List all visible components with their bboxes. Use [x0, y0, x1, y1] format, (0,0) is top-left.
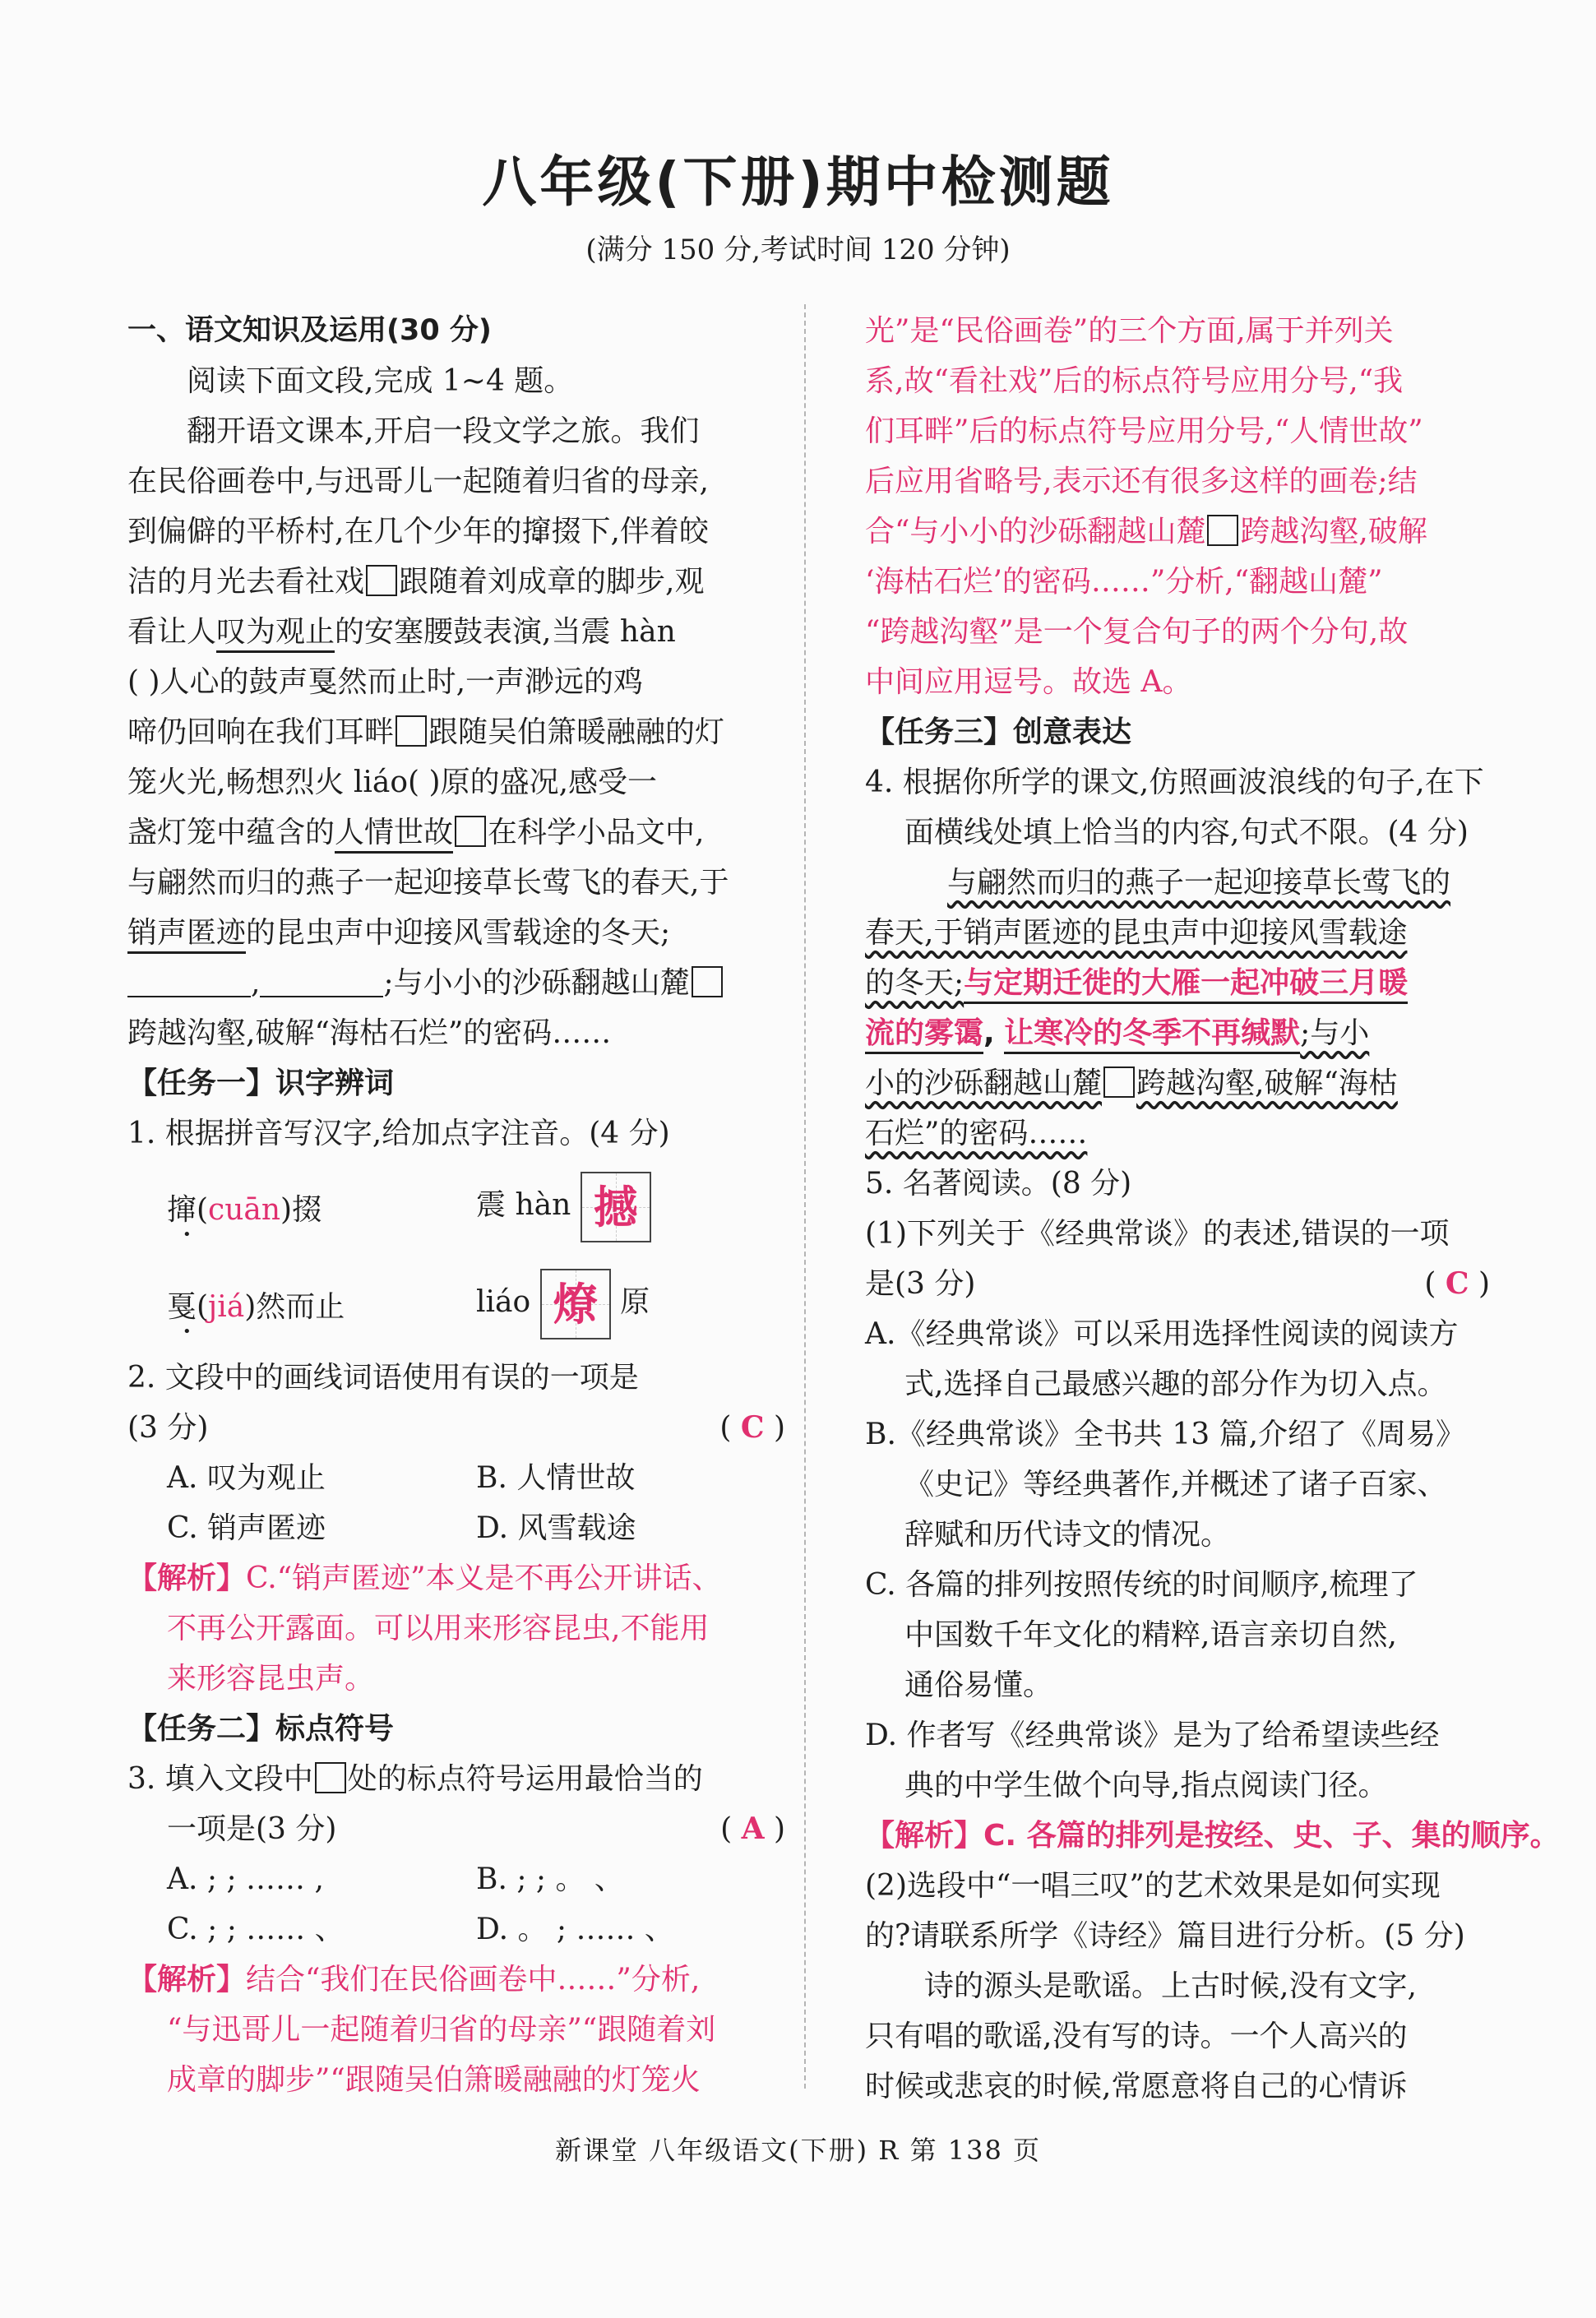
passage-text: 然而止时,一声渺远的鸡	[337, 665, 644, 699]
dotted-char: 撺 •	[521, 515, 551, 548]
passage-line	[127, 557, 785, 607]
question-text: 一项是(3 分)	[167, 1812, 337, 1846]
sub-question-2-cont: 的?请联系所学《诗经》篇目进行分析。(5 分)	[865, 1919, 1465, 1953]
question-1: 1. 根据拼音写汉字,给加点字注音。(4 分)	[127, 1117, 670, 1150]
punctuation-box	[366, 565, 397, 596]
passage-intro: 阅读下面文段,完成 1~4 题。	[187, 364, 574, 398]
char-grid-box[interactable]	[581, 1172, 651, 1242]
task-heading: 【任务一】识字辨词	[127, 1066, 395, 1100]
option-c-cont: 通俗易懂。	[904, 1668, 1053, 1702]
task-heading: 【任务三】创意表达	[865, 715, 1132, 749]
options-row	[127, 1904, 785, 1955]
option-a[interactable]: A. ; ; …… ,	[167, 1862, 324, 1896]
passage-text: 原	[620, 1285, 650, 1319]
passage-line	[127, 657, 785, 707]
pinyin-text: liáo	[476, 1285, 531, 1319]
passage-line	[127, 908, 785, 958]
sample-sentence	[865, 858, 1490, 908]
analysis-text: 合“与小小的沙砾翻越山麓	[865, 515, 1206, 548]
analysis-line: “跨越沟壑”是一个复合句子的两个分句,故	[865, 615, 1409, 649]
answer-letter: C	[740, 1410, 765, 1445]
wavy-text: 春天,于销声匿迹的昆虫声中迎接风雪载途	[865, 916, 1408, 950]
sub-question-1-cont	[865, 1259, 1490, 1309]
answer-choice: ( C )	[719, 1410, 785, 1445]
column-divider	[804, 304, 806, 2089]
question-text: 处的标点符号运用最恰当的	[347, 1762, 703, 1796]
filled-answer[interactable]: 与定期迁徙的大雁一起冲破三月暖	[964, 966, 1408, 1004]
filled-answer[interactable]: 流的雾霭	[865, 1016, 983, 1054]
option-c[interactable]: C. 各篇的排列按照传统的时间顺序,梳理了	[865, 1568, 1418, 1602]
analysis-text: 跨越沟壑,破解	[1240, 515, 1427, 548]
passage-text: 跟随吴伯箫暖融融的灯	[428, 715, 725, 749]
passage-text: 到偏僻的平桥村,在几个少年的	[127, 515, 522, 548]
punctuation-box	[455, 816, 486, 847]
wavy-text: 与翩然而归的燕子一起迎接草长莺飞的	[947, 866, 1451, 900]
dotted-char: 戛 •	[308, 665, 338, 699]
option-b-cont: 《史记》等经典著作,并概述了诸子百家、	[904, 1468, 1447, 1501]
passage-line	[127, 807, 785, 858]
options-row	[127, 1453, 785, 1503]
answer-line	[865, 1008, 1490, 1058]
question-text: 3. 填入文段中	[127, 1762, 313, 1796]
analysis-line: 成章的脚步”“跟随吴伯箫暖融融的灯笼火	[167, 2063, 701, 2097]
options-row	[127, 1854, 785, 1904]
reading-passage	[127, 406, 785, 1058]
question-4-cont: 面横线处填上恰当的内容,句式不限。(4 分)	[904, 816, 1469, 849]
punctuation-box	[396, 715, 427, 747]
question-2: 2. 文段中的画线词语使用有误的一项是	[127, 1361, 639, 1395]
analysis	[865, 1811, 1560, 1861]
analysis-line: 系,故“看社戏”后的标点符号应用分号,“我	[865, 364, 1404, 398]
passage-line	[127, 707, 785, 757]
option-a[interactable]: A.《经典常谈》可以采用选择性阅读的阅读方	[865, 1317, 1459, 1351]
answer-char: 燎	[553, 1278, 598, 1330]
passage-line: 与翩然而归的燕子一起迎接草长莺飞的春天,于	[127, 866, 729, 900]
analysis-text: 结合“我们在民俗画卷中……”分析,	[246, 1963, 701, 1996]
option-c[interactable]: C. 销声匿迹	[167, 1511, 326, 1545]
analysis-line: 们耳畔”后的标点符号应用分号,“人情世故”	[865, 414, 1423, 448]
passage-text: 掇下,伴着皎	[551, 515, 709, 548]
answer-line	[865, 958, 1490, 1008]
option-d[interactable]: D. 。 ; …… 、	[476, 1913, 674, 1946]
page-footer: 新课堂 八年级语文(下册) R 第 138 页	[554, 2135, 1041, 2166]
pinyin-item	[127, 1187, 476, 1228]
analysis-line: ‘海枯石烂’的密码……”分析,“翻越山麓”	[865, 565, 1383, 599]
option-d-cont: 典的中学生做个向导,指点阅读门径。	[904, 1769, 1388, 1802]
wavy-text: ;与小	[1300, 1016, 1370, 1050]
right-column	[865, 306, 1560, 2112]
analysis-line: “与迅哥儿一起随着归省的母亲”“跟随着刘	[167, 2013, 716, 2047]
passage-line: 跨越沟壑,破解“海枯石烂”的密码……	[127, 1016, 612, 1050]
option-b[interactable]: B. 人情世故	[476, 1461, 636, 1495]
passage-text: ( )人心的鼓声	[127, 665, 308, 699]
section-heading: 一、语文知识及运用(30 分)	[127, 314, 492, 347]
left-column	[127, 306, 785, 2105]
option-a-cont: 式,选择自己最感兴趣的部分作为切入点。	[904, 1367, 1447, 1401]
answer-text: cuān	[208, 1192, 281, 1227]
option-c[interactable]: C. ; ; …… 、	[167, 1913, 345, 1946]
punctuation-box	[1103, 1066, 1135, 1098]
pinyin-item	[476, 1172, 785, 1242]
question-3-cont	[127, 1804, 785, 1854]
excerpt-line: 只有唱的歌谣,没有写的诗。一个人高兴的	[865, 2020, 1408, 2053]
analysis	[127, 1553, 785, 1603]
answer-choice: ( C )	[1424, 1266, 1490, 1301]
answer-text: jiá	[208, 1289, 245, 1324]
punctuation-box	[315, 1762, 346, 1793]
separator: ,	[983, 1016, 995, 1050]
underlined-word: 人情世故	[335, 816, 453, 854]
wavy-text: 的冬天;	[865, 966, 965, 1000]
passage-text: )掇	[280, 1192, 322, 1227]
underlined-word: 销声匿迹	[127, 916, 246, 954]
underlined-word: 叹为观止	[216, 615, 335, 653]
option-b-cont: 辞赋和历代诗文的情况。	[904, 1518, 1231, 1552]
sample-sentence	[865, 1058, 1490, 1108]
passage-line	[127, 507, 785, 557]
question-text: 是(3 分)	[865, 1267, 976, 1301]
analysis-label: 【解析】	[127, 1562, 247, 1595]
dotted-char: 撺( •	[167, 1193, 208, 1227]
passage-line: , ;与小小的沙砾翻越山麓	[127, 958, 785, 1008]
analysis-line	[865, 507, 1490, 557]
passage-text: 的安塞腰鼓表演,当震 hàn	[335, 615, 676, 649]
page-subtitle: (满分 150 分,考试时间 120 分钟)	[585, 234, 1011, 266]
pinyin-item	[476, 1269, 785, 1339]
passage-text: 跟随着刘成章的脚步,观	[399, 565, 705, 599]
dotted-char: 戛( •	[167, 1290, 208, 1324]
analysis-line: 后应用省略号,表示还有很多这样的画卷;结	[865, 465, 1418, 498]
analysis-line: 来形容昆虫声。	[167, 1662, 375, 1696]
passage-text: 盏灯笼中蕴含的	[127, 816, 335, 849]
passage-line: 在民俗画卷中,与迅哥儿一起随着归省的母亲,	[127, 465, 709, 498]
passage-text: 的昆虫声中迎接风雪载途的冬天;	[246, 916, 671, 950]
answer-choice: ( A )	[720, 1811, 785, 1846]
analysis-label: 【解析】	[865, 1819, 984, 1853]
page-title: 八年级(下册)期中检测题	[482, 150, 1114, 214]
options-row	[127, 1503, 785, 1553]
question-5: 5. 名著阅读。(8 分)	[865, 1167, 1132, 1201]
analysis-line: 不再公开露面。可以用来形容昆虫,不能用	[167, 1612, 710, 1645]
question-4: 4. 根据你所学的课文,仿照画波浪线的句子,在下	[865, 766, 1484, 799]
answer-letter: C	[1445, 1266, 1469, 1301]
answer-letter: A	[741, 1811, 765, 1846]
wavy-text: 石烂”的密码……	[865, 1117, 1088, 1150]
filled-answer[interactable]: 让寒冷的冬季不再缄默	[1004, 1016, 1300, 1054]
passage-line: 翻开语文课本,开启一段文学之旅。我们	[187, 414, 700, 448]
passage-text: 啼仍回响在我们耳畔	[127, 715, 395, 749]
sub-question-1: (1)下列关于《经典常谈》的表述,错误的一项	[865, 1217, 1450, 1251]
analysis-text: C. 各篇的排列是按经、史、子、集的顺序。	[983, 1819, 1560, 1853]
answer-char: 撼	[593, 1181, 638, 1233]
option-c-cont: 中国数千年文化的精粹,语言亲切自然,	[904, 1618, 1397, 1652]
sub-question-2: (2)选段中“一唱三叹”的艺术效果是如何实现	[865, 1869, 1441, 1903]
wavy-text: 小的沙砾翻越山麓	[865, 1066, 1103, 1100]
pinyin-row	[127, 1159, 785, 1256]
sample-sentence	[865, 1108, 1490, 1159]
option-a[interactable]: A. 叹为观止	[167, 1461, 326, 1495]
score-text: (3 分)	[127, 1411, 209, 1445]
answer-blank[interactable]	[260, 963, 383, 997]
task-heading: 【任务二】标点符号	[127, 1712, 395, 1746]
analysis	[127, 1955, 785, 2005]
pinyin-item	[127, 1284, 476, 1326]
analysis-label: 【解析】	[127, 1963, 247, 1996]
option-b[interactable]: B. ; ; 。 、	[476, 1862, 624, 1896]
question-2-cont	[127, 1403, 785, 1453]
wavy-text: 跨越沟壑,破解“海枯	[1136, 1066, 1398, 1100]
punctuation-box	[1207, 515, 1238, 546]
passage-text: )然而止	[244, 1289, 345, 1324]
punctuation-box	[692, 966, 723, 997]
analysis-line: 光”是“民俗画卷”的三个方面,属于并列关	[865, 314, 1394, 348]
pinyin-text: 震 hàn	[476, 1188, 571, 1222]
sample-sentence	[865, 908, 1490, 958]
analysis-text: C.“销声匿迹”本义是不再公开讲话、	[246, 1562, 722, 1595]
option-b[interactable]: B.《经典常谈》全书共 13 篇,介绍了《周易》	[865, 1418, 1466, 1451]
analysis-line: 中间应用逗号。故选 A。	[865, 665, 1192, 699]
answer-blank[interactable]	[127, 963, 251, 997]
passage-line: 笼火光,畅想烈火 liáo( )原的盛况,感受一	[127, 766, 658, 799]
excerpt-line: 诗的源头是歌谣。上古时候,没有文字,	[924, 1969, 1417, 2003]
option-d[interactable]: D. 风雪载途	[476, 1511, 636, 1545]
passage-text: 在科学小品文中,	[488, 816, 705, 849]
char-grid-box[interactable]	[540, 1269, 611, 1339]
excerpt-line: 时候或悲哀的时候,常愿意将自己的心情诉	[865, 2070, 1408, 2103]
pinyin-row	[127, 1256, 785, 1353]
passage-text: 洁的月光去看社戏	[127, 565, 365, 599]
option-d[interactable]: D. 作者写《经典常谈》是为了给希望读些经	[865, 1719, 1440, 1752]
passage-line	[127, 607, 785, 657]
passage-text: 看让人	[127, 615, 217, 649]
passage-text: ;与小小的沙砾翻越山麓	[383, 966, 690, 1000]
question-3	[127, 1754, 785, 1804]
